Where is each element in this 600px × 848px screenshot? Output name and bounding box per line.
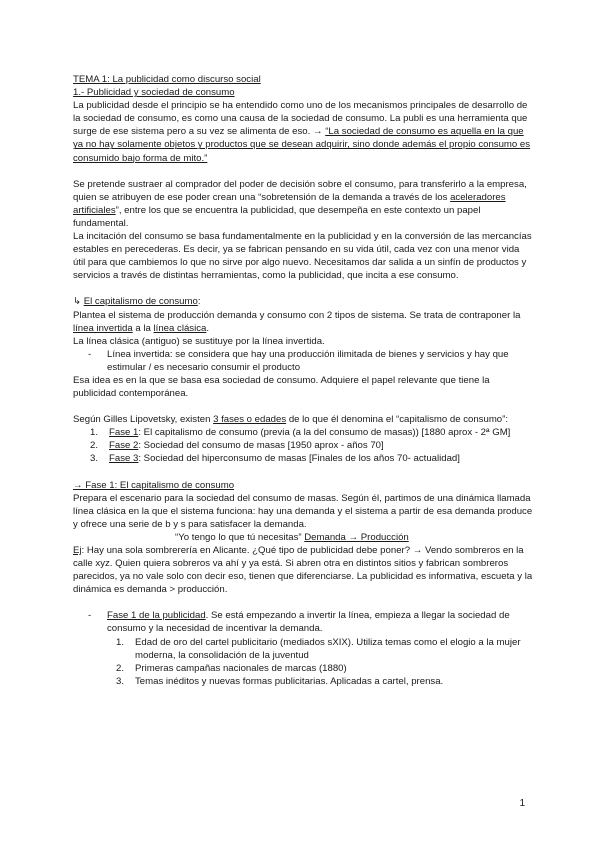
fase1-publicidad-label: Fase 1 de la publicidad [107,610,206,622]
phase-label: Fase 3 [109,453,139,465]
paragraph-sustraer-b: ”, entre los que se encuentra la publicidad, que desempeña en este contexto un papel fundamental. [73,204,481,229]
fase1-publicidad-text: . Se está empezando a invertir la línea, empieza a llegar la sociedad de consumo y la necesidad de incentivar la demanda. [107,610,510,635]
list-number: 2. [90,440,99,452]
publicidad-items-list [73,636,533,688]
fase1-publicidad-block [73,609,533,688]
page-number: 1 [519,798,525,809]
list-item [73,675,533,688]
list-item-text: Temas inéditos y nuevas formas publicitarias. Aplicadas a cartel, prensa. [135,675,444,687]
aceleradores-term: aceleradores artificiales [73,191,506,216]
consumo-quote: “La sociedad de consumo es aquella en la que ya no hay solamente objetos y productos que se desean adquirir, sino donde además el propio consumo es consumido bajo forma de mito.” [73,126,531,164]
ej-label: Ej [73,545,82,556]
capitalismo-heading-text: El capitalismo de consumo [83,296,198,308]
bullet-linea-invertida [73,348,533,374]
paragraph-incitacion: La incitación del consumo se basa fundamentalmente en la publicidad y en la conversión de las mercancías estables en perecederas. Es decir, ya se fabrican pensando en su vida útil, cada vez con una menor vida útil para que cambiemos lo que no sirve por algo nuevo. Necesitamos dar salida a un sinfín de productos y servicios a través de distintas herramientas, como la publicidad, que incita a ese consumo. [73,231,532,282]
paragraph-lipovetsky-b: de lo que él denomina el “capitalismo de consumo”: [286,414,509,426]
phase-label: Fase 1 [109,427,139,439]
section-heading [73,86,533,99]
bullet-linea-invertida-text: Línea invertida: se considera que hay una producción ilimitada de bienes y servicios y hay que estimular / es necesario consumir el producto [107,348,509,373]
list-number: 1. [116,636,125,648]
ejemplo-text: : Hay una sola sombrerería en Alicante. ¿Qué tipo de publicidad debe poner? → Vendo sombreros en la calle xyz. Quien quiera sobreros va ahí y ya está. Si abren otra en distintos sitios y fabrican sombreros parecidos, ya no vale solo con decir eso, tienen que diferenciarse. La publicidad es informativa, escueta y la dinámica es demanda > producción. [73,545,533,596]
dash-marker: - [88,348,92,360]
paragraph-lipovetsky-a: Según Gilles Lipovetsky, existen [73,414,214,426]
list-number: 2. [116,662,125,674]
list-item-text: Edad de oro del cartel publicitario (mediados sXIX). Utiliza temas como el elogio a la mujer moderna, la consolidación de la juventud [135,636,521,661]
list-number: 1. [90,427,99,439]
phases-list [73,426,533,465]
list-item [73,452,533,465]
phase-text: : Sociedad del consumo de masas [1950 aprox - años 70] [138,440,384,452]
dash-marker: - [88,610,92,622]
paragraph-plantea-end: . [206,322,210,334]
paragraph-lipovetsky [73,413,533,426]
phase-text: : Sociedad del hiperconsumo de masas [Finales de los años 70- actualidad] [138,453,460,465]
paragraph-sustituye: La línea clásica (antiguo) se sustituye por la línea invertida. [73,335,325,347]
list-number: 3. [116,675,125,687]
paragraph-plantea-a: Plantea el sistema de producción demanda y consumo con 2 tipos de sistema. Se trata de contraponer la [73,309,521,321]
list-item [73,426,533,439]
document-page [73,73,533,688]
page-title [73,73,533,86]
paragraph-esa-idea: Esa idea es en la que se basa esa sociedad de consumo. Adquiere el papel relevante que tiene la publicidad contemporánea. [73,374,490,400]
paragraph-plantea-mid: a la [132,322,154,334]
paragraph-plantea [73,309,533,335]
paragraph-sustraer-a: Se pretende sustraer al comprador del poder de decisión sobre el consumo, para transferirlo a la empresa, quien se atribuyen de ese poder crean una “sobretensión de la demanda a través de los [73,178,527,203]
bullet-fase1-publicidad [73,609,533,635]
yo-tengo-quote: “Yo tengo lo que tú necesitas” [175,531,305,543]
paragraph-sustraer [73,178,533,230]
demanda-produccion-formula: Demanda → Producción [304,531,409,543]
list-number: 3. [90,453,99,465]
section-heading-text: 1.- Publicidad y sociedad de consumo [73,87,235,99]
phase-label: Fase 2 [109,440,139,452]
linea-invertida-term: línea invertida [73,322,133,334]
capitalismo-colon: : [197,296,201,308]
phase-text: : El capitalismo de consumo (previa (a la del consumo de masas)) [1880 aprox - 2ª GM] [138,427,511,439]
linea-clasica-term: línea clásica [153,322,207,334]
page-title-text: TEMA 1: La publicidad como discurso social [73,74,261,85]
list-item-text: Primeras campañas nacionales de marcas (1880) [135,662,347,674]
return-arrow-icon: ↳ [73,296,84,308]
fase1-heading-text: → Fase 1: El capitalismo de consumo [73,479,235,491]
list-item [73,636,533,662]
paragraph-prepara: Prepara el escenario para la sociedad del consumo de masas. Según él, partimos de una dinámica llamada línea clásica en la que el sistema funciona: hay una demanda y el sistema a partir de esa demanda produce y ofrece una serie de b y s para satisfacer la demanda. [73,492,533,530]
fase1-heading [73,479,533,492]
paragraph-intro-text: La publicidad desde el principio se ha entendido como uno de los mecanismos principales de desarrollo de la sociedad de consumo, es como una causa de la sociedad de consumo. La publi es una herramienta que surge de ese sistema pero a su vez se alimenta de eso. → [73,100,528,138]
list-item [73,439,533,452]
paragraph-ejemplo [73,544,533,596]
paragraph-intro [73,99,533,164]
quote-line [73,531,533,544]
list-item [73,662,533,675]
capitalismo-heading [73,295,533,308]
fases-term: 3 fases o edades [213,414,287,426]
